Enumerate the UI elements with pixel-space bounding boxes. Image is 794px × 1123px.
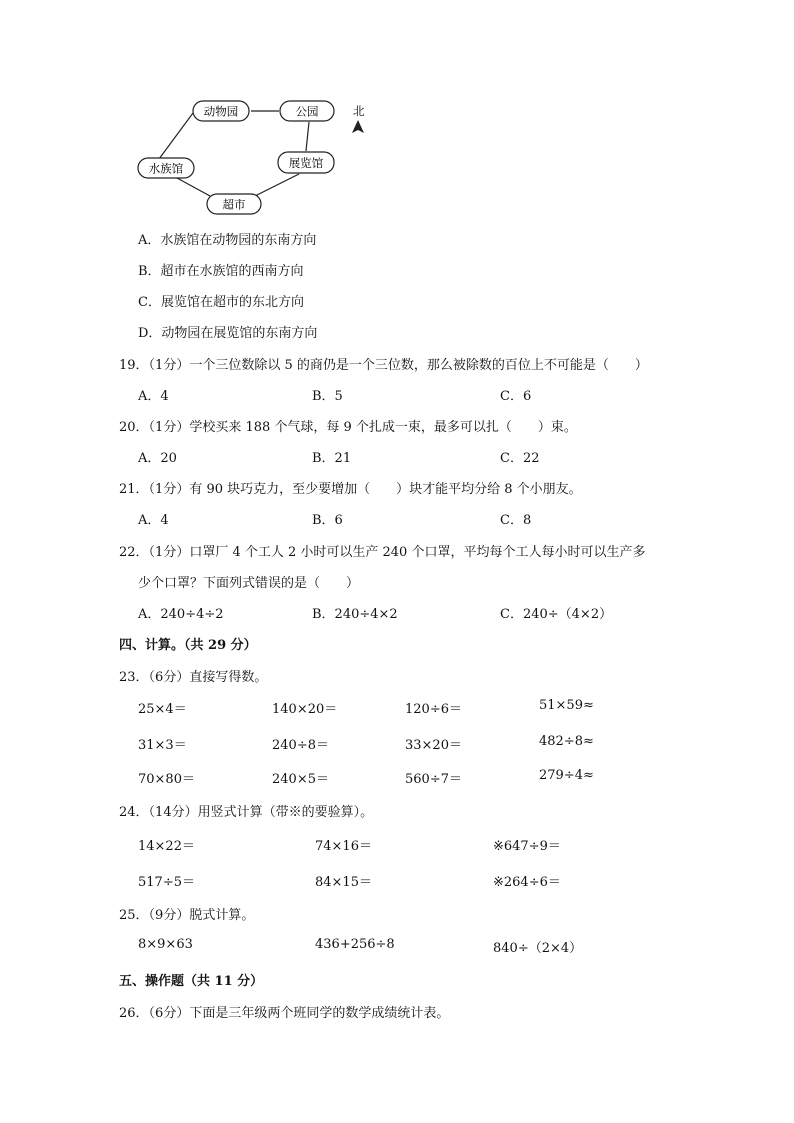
section-4-title: 四、计算。（共 29 分）: [119, 638, 257, 653]
direction-map: [137, 96, 369, 220]
q24-r2-c2: 84×15＝: [315, 875, 372, 890]
q18-option-b: B．超市在水族馆的西南方向: [138, 264, 304, 279]
place-park: [280, 101, 334, 121]
q23-r3-c1: 70×80＝: [138, 772, 195, 787]
route-zoo-aquarium: [159, 113, 193, 159]
q25-stem: 25．（9分）脱式计算。: [119, 908, 255, 923]
q24-r1-c3: ※647÷9＝: [493, 839, 561, 854]
q21-option-b: B．6: [312, 513, 343, 528]
place-park-label: 公园: [295, 104, 319, 119]
place-zoo-label: 动物园: [203, 104, 239, 119]
place-aquarium-label: 水族馆: [148, 161, 184, 176]
q23-r1-c4: 51×59≈: [539, 698, 594, 713]
q19-option-b: B．5: [312, 389, 343, 404]
q25-item-3: 840÷（2×4）: [493, 941, 583, 956]
route-exhibition-supermarket: [255, 174, 299, 196]
north-label: 北: [353, 104, 365, 118]
q23-r3-c4: 279÷4≈: [539, 768, 594, 783]
q25-item-1: 8×9×63: [138, 937, 193, 952]
q23-stem: 23．（6分）直接写得数。: [119, 670, 268, 685]
q23-r1-c3: 120÷6＝: [405, 702, 462, 717]
route-park-exhibition: [306, 122, 309, 151]
q23-r2-c4: 482÷8≈: [539, 734, 594, 749]
q24-stem: 24．（14分）用竖式计算（带※的要验算）。: [119, 805, 374, 820]
q21-option-a: A．4: [138, 513, 169, 528]
q21-option-c: C．8: [500, 513, 532, 528]
q23-r2-c1: 31×3＝: [138, 738, 187, 753]
q19-option-a: A．4: [138, 389, 169, 404]
place-supermarket: [207, 194, 261, 214]
q24-r1-c2: 74×16＝: [315, 839, 372, 854]
place-exhibition: [278, 152, 334, 173]
q22-option-c: C．240÷（4×2）: [500, 607, 613, 622]
place-aquarium: [138, 158, 194, 178]
q24-r1-c1: 14×22＝: [138, 839, 195, 854]
q24-r2-c3: ※264÷6＝: [493, 875, 561, 890]
q23-r1-c1: 25×4＝: [138, 702, 187, 717]
q20-option-b: B．21: [312, 451, 352, 466]
q19-stem: 19．（1分）一个三位数除以 5 的商仍是一个三位数，那么被除数的百位上不可能是（ ）: [119, 358, 648, 373]
q24-r2-c1: 517÷5＝: [138, 875, 195, 890]
q20-stem: 20．（1分）学校买来 188 个气球，每 9 个扎成一束，最多可以扎（ ）束。: [119, 420, 577, 435]
q22-stem-line2: 少个口罩？下面列式错误的是（ ）: [138, 576, 360, 591]
q18-option-c: C．展览馆在超市的东北方向: [138, 295, 304, 310]
q19-option-c: C．6: [500, 389, 532, 404]
q23-r2-c3: 33×20＝: [405, 738, 462, 753]
q23-r1-c2: 140×20＝: [272, 702, 338, 717]
q20-option-c: C．22: [500, 451, 540, 466]
q22-option-a: A．240÷4÷2: [138, 607, 224, 622]
q25-item-2: 436+256÷8: [315, 937, 395, 952]
place-supermarket-label: 超市: [222, 197, 246, 212]
q26-stem: 26．（6分）下面是三年级两个班同学的数学成绩统计表。: [119, 1006, 450, 1021]
q22-stem-line1: 22．（1分）口罩厂 4 个工人 2 小时可以生产 240 个口罩，平均每个工人每小时可以生产多: [119, 545, 646, 560]
q20-option-a: A．20: [138, 451, 177, 466]
section-5-title: 五、操作题（共 11 分）: [119, 974, 264, 989]
q23-r3-c2: 240×5＝: [272, 772, 329, 787]
q21-stem: 21．（1分）有 90 块巧克力，至少要增加（ ）块才能平均分给 8 个小朋友。: [119, 482, 582, 497]
q23-r2-c2: 240÷8＝: [272, 738, 329, 753]
place-zoo: [193, 101, 249, 121]
north-arrow-icon: [352, 120, 364, 133]
route-aquarium-supermarket: [177, 178, 210, 196]
north-indicator: [352, 104, 365, 133]
place-exhibition-label: 展览馆: [288, 156, 324, 170]
q18-option-d: D．动物园在展览馆的东南方向: [138, 326, 318, 341]
q23-r3-c3: 560÷7＝: [405, 772, 462, 787]
q22-option-b: B．240÷4×2: [312, 607, 398, 622]
q18-option-a: A．水族馆在动物园的东南方向: [138, 233, 317, 248]
